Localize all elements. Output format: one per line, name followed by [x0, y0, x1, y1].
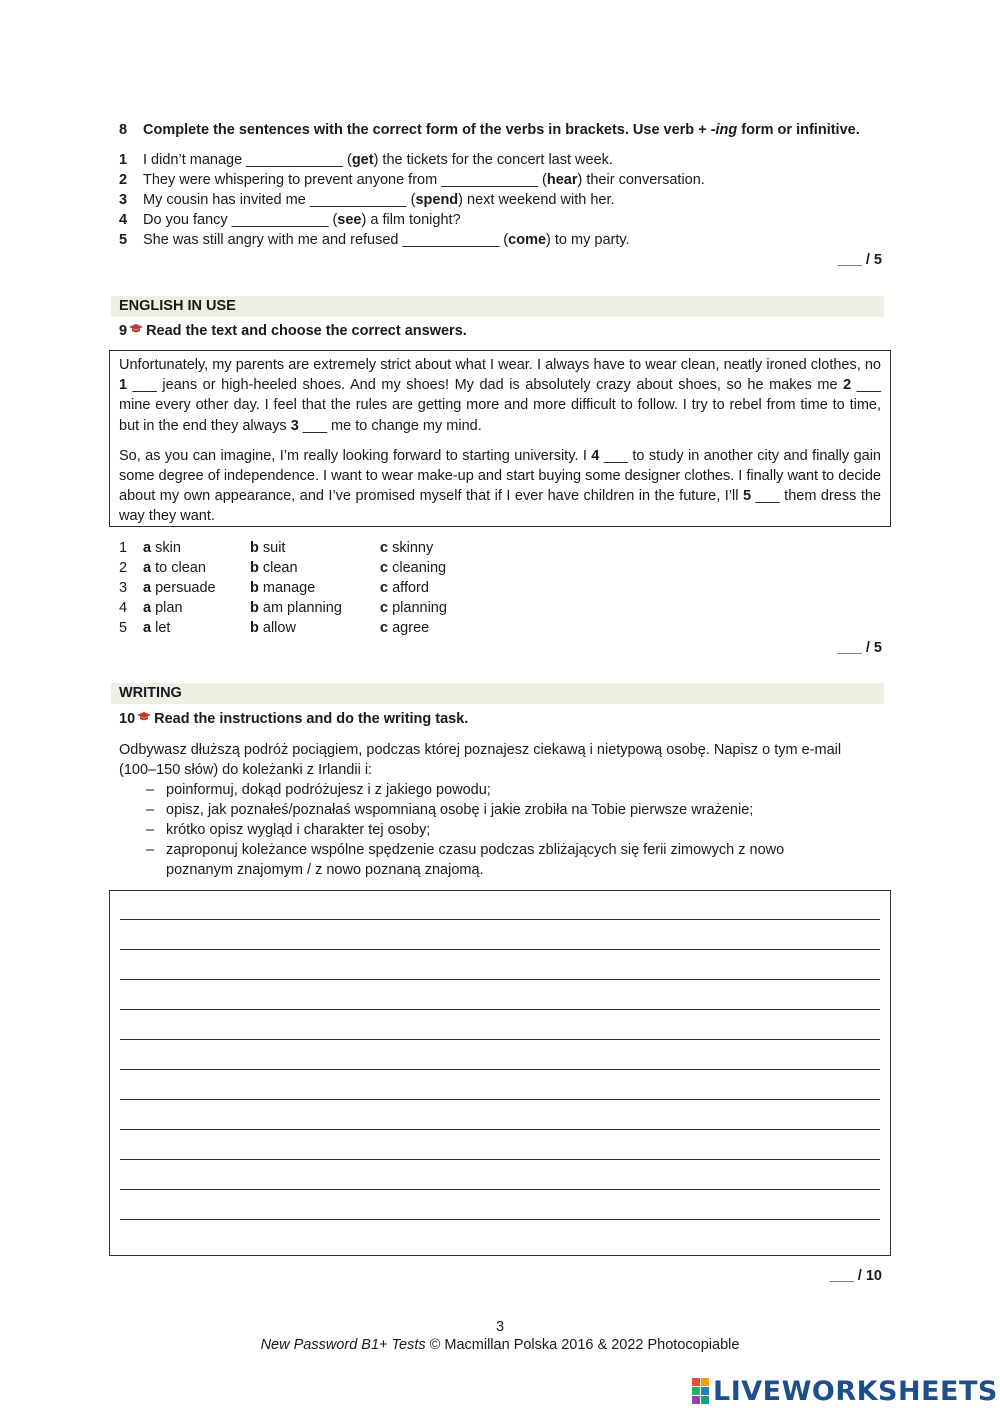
exercise-number: 8 — [119, 122, 128, 138]
page-number: 3 — [495, 1319, 505, 1335]
reading-text-box — [109, 350, 891, 527]
option-row-number: 2 — [119, 560, 128, 576]
liveworksheets-logo[interactable] — [692, 1376, 998, 1406]
option-a[interactable]: a let — [143, 620, 171, 636]
option-a[interactable]: a to clean — [143, 560, 206, 576]
graduation-cap-icon — [137, 712, 151, 721]
option-c[interactable]: c planning — [380, 600, 447, 616]
option-c[interactable]: c cleaning — [380, 560, 447, 576]
option-b[interactable]: b am planning — [250, 600, 342, 616]
graduation-cap-icon — [129, 324, 143, 333]
exercise-8-item[interactable]: 4 Do you fancy ____________ (see) a film tonight? — [119, 212, 461, 228]
exercise-8-item[interactable]: 3 My cousin has invited me ____________ (spend) next weekend with her. — [119, 192, 615, 208]
writing-line[interactable] — [120, 1099, 880, 1100]
option-row-number: 4 — [119, 600, 128, 616]
writing-line[interactable] — [120, 1039, 880, 1040]
option-row-number: 3 — [119, 580, 128, 596]
writing-line[interactable] — [120, 1219, 880, 1220]
exercise-8-item[interactable]: 5 She was still angry with me and refused ____________ (come) to my party. — [119, 232, 630, 248]
writing-line[interactable] — [120, 1159, 880, 1160]
writing-line[interactable] — [120, 1189, 880, 1190]
option-a[interactable]: a plan — [143, 600, 183, 616]
option-b[interactable]: b allow — [250, 620, 296, 636]
writing-point: zaproponuj koleżance wspólne spędzenie czasu podczas zbliżających się ferii zimowych z nowo — [166, 842, 785, 858]
exercise-10-instruction: 10 Read the instructions and do the writing task. — [119, 711, 469, 727]
option-c[interactable]: c afford — [380, 580, 429, 596]
writing-line[interactable] — [120, 979, 880, 980]
bullet-dash: – — [146, 822, 155, 838]
exercise-number: 9 — [119, 323, 128, 339]
section-heading-english-in-use: ENGLISH IN USE — [111, 296, 884, 317]
option-b[interactable]: b manage — [250, 580, 316, 596]
exercise-8-score[interactable]: ___ / 5 — [837, 252, 882, 268]
writing-intro: Odbywasz dłuższą podróż pociągiem, podczas której poznajesz ciekawą i nietypową osobę. Napisz o tym e-mail — [119, 742, 842, 758]
reading-paragraph: Unfortunately, my parents are extremely strict about what I wear. I always have to wear clean, neatly ironed clothes, no 1 ___ jeans or high-heeled shoes. And my shoes! My dad is absolutely crazy about shoes, so he makes me 2 ___ mine every other day. I feel that the rules are getting more and more difficult to follow. I try to rebel from time to time, but in the end they always 3 ___ me to change my mind. — [119, 357, 881, 434]
exercise-8-instruction: 8 Complete the sentences with the correct form of the verbs in brackets. Use verb + -ing form or infinitive. — [119, 122, 860, 138]
bullet-dash: – — [146, 842, 155, 858]
option-b[interactable]: b clean — [250, 560, 298, 576]
writing-line[interactable] — [120, 1009, 880, 1010]
writing-answer-box[interactable] — [109, 890, 891, 1256]
writing-line[interactable] — [120, 1069, 880, 1070]
logo-grid-icon — [692, 1378, 709, 1404]
footer-copyright: New Password B1+ Tests © Macmillan Polska 2016 & 2022 Photocopiable — [260, 1337, 740, 1353]
writing-point: krótko opisz wygląd i charakter tej osoby; — [166, 822, 431, 838]
option-c[interactable]: c agree — [380, 620, 430, 636]
exercise-number: 10 — [119, 711, 136, 727]
writing-point: poinformuj, dokąd podróżujesz i z jakiego powodu; — [166, 782, 491, 798]
exercise-10-score[interactable]: ___ / 10 — [829, 1268, 882, 1284]
section-heading-writing: WRITING — [111, 683, 884, 704]
option-row-number: 1 — [119, 540, 128, 556]
writing-line[interactable] — [120, 919, 880, 920]
writing-intro: (100–150 słów) do koleżanki z Irlandii i: — [119, 762, 373, 778]
exercise-8-item[interactable]: 2 They were whispering to prevent anyone from ____________ (hear) their conversation. — [119, 172, 705, 188]
writing-point-continuation: poznanym znajomym / z nowo poznaną znajomą. — [166, 862, 484, 878]
reading-paragraph: So, as you can imagine, I’m really looking forward to starting university. I 4 ___ to study in another city and finally gain some degree of independence. I want to wear make-up and start buying some designer clothes. I finally want to decide about my own appearance, and I’ve promised myself that if I ever have children in the future, I’ll 5 ___ them dress the way they want. — [119, 447, 881, 525]
option-a[interactable]: a skin — [143, 540, 181, 556]
option-row-number: 5 — [119, 620, 128, 636]
writing-line[interactable] — [120, 949, 880, 950]
option-c[interactable]: c skinny — [380, 540, 434, 556]
option-b[interactable]: b suit — [250, 540, 286, 556]
writing-line[interactable] — [120, 1129, 880, 1130]
brand-name: LIVEWORKSHEETS — [713, 1375, 998, 1407]
exercise-9-instruction: 9 Read the text and choose the correct answers. — [119, 323, 467, 339]
exercise-8-item[interactable]: 1 I didn’t manage ____________ (get) the tickets for the concert last week. — [119, 152, 613, 168]
bullet-dash: – — [146, 782, 155, 798]
writing-point: opisz, jak poznałeś/poznałaś wspomnianą osobę i jakie zrobiła na Tobie pierwsze wrażenie; — [166, 802, 754, 818]
exercise-9-score[interactable]: ___ / 5 — [837, 640, 882, 656]
option-a[interactable]: a persuade — [143, 580, 216, 596]
bullet-dash: – — [146, 802, 155, 818]
